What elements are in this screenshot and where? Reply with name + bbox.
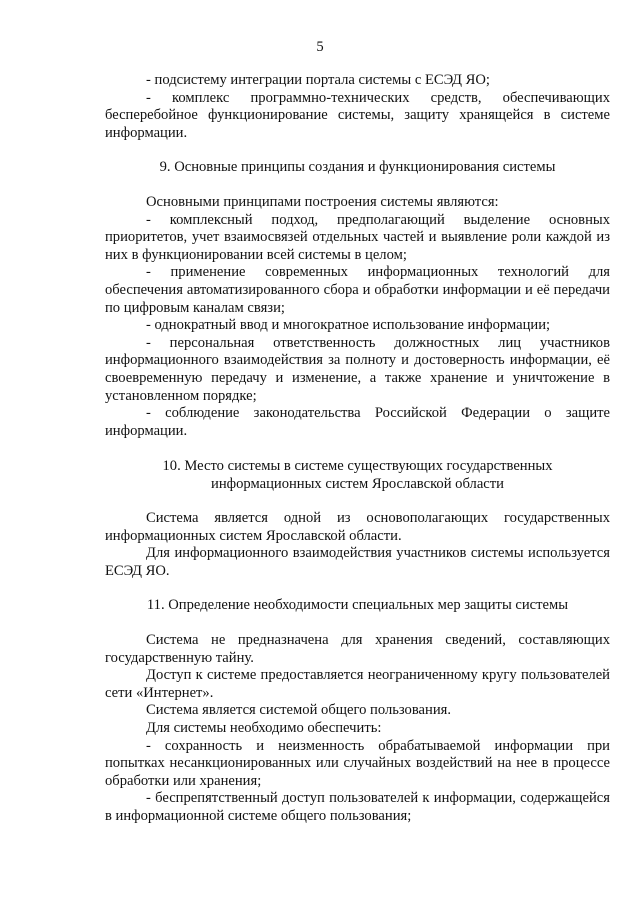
list-item: - беспрепятственный доступ пользователей к информации, содержащейся в информационной системе общего пользования; <box>105 790 610 824</box>
paragraph-portal-integration: - подсистему интеграции портала системы с ЕСЭД ЯО; <box>146 72 490 88</box>
section-11-heading-block <box>105 597 610 615</box>
list-item: - персональная ответственность должностных лиц участников информационного взаимодействия за полноту и достоверность информации, её своевременную передачу и изменение, а также хранение и уничтожение в установленном порядке; <box>105 334 610 404</box>
list-item: - комплексный подход, предполагающий выделение основных приоритетов, учет взаимосвязей отдельных частей и выявление роли каждой из них в функционировании всей системы в целом; <box>105 211 610 263</box>
section-9-intro: Основными принципами построения системы являются: <box>146 194 499 210</box>
paragraph-public-system: Система является системой общего пользования. <box>146 702 452 719</box>
paragraph-not-for-secrets: Система не предназначена для хранения сведений, составляющих государственную тайну. <box>105 632 610 666</box>
paragraph-hardware-complex: - комплекс программно-технических средств, обеспечивающих бесперебойное функционирование системы, защиту хранящейся в системе информации. <box>105 89 610 141</box>
page-number: 5 <box>316 39 324 55</box>
section-10-heading-line-1: 10. Место системы в системе существующих государственных <box>162 458 553 474</box>
section-9-heading-block <box>105 159 610 177</box>
section-11-body <box>105 632 610 826</box>
list-item: - применение современных информационных технологий для обеспечения автоматизированного сбора и обработки информации и её передачи по цифровым каналам связи; <box>105 264 610 316</box>
paragraph-system-role: Система является одной из основополагающих государственных информационных систем Ярославской области. <box>105 510 610 544</box>
section-10-body <box>105 510 610 580</box>
list-item: - сохранность и неизменность обрабатываемой информации при попытках несанкционированных или случайных воздействий на нее в процессе обработки или хранения; <box>105 737 610 789</box>
section-9-body <box>105 194 610 440</box>
section-10-heading-block <box>105 458 610 493</box>
section-9-heading: 9. Основные принципы создания и функционирования системы <box>159 159 556 175</box>
list-item: - однократный ввод и многократное использование информации; <box>146 317 551 334</box>
list-item: - соблюдение законодательства Российской Федерации о защите информации. <box>105 405 610 439</box>
paragraph-must-ensure: Для системы необходимо обеспечить: <box>146 719 382 736</box>
section-10-heading-line-2: информационных систем Ярославской области <box>211 475 504 492</box>
paragraph-interaction: Для информационного взаимодействия участников системы используется ЕСЭД ЯО. <box>105 545 610 579</box>
section-11-heading: 11. Определение необходимости специальных мер защиты системы <box>146 597 569 613</box>
intro-block <box>105 72 610 142</box>
paragraph-access: Доступ к системе предоставляется неограниченному кругу пользователей сети «Интернет». <box>105 667 610 701</box>
